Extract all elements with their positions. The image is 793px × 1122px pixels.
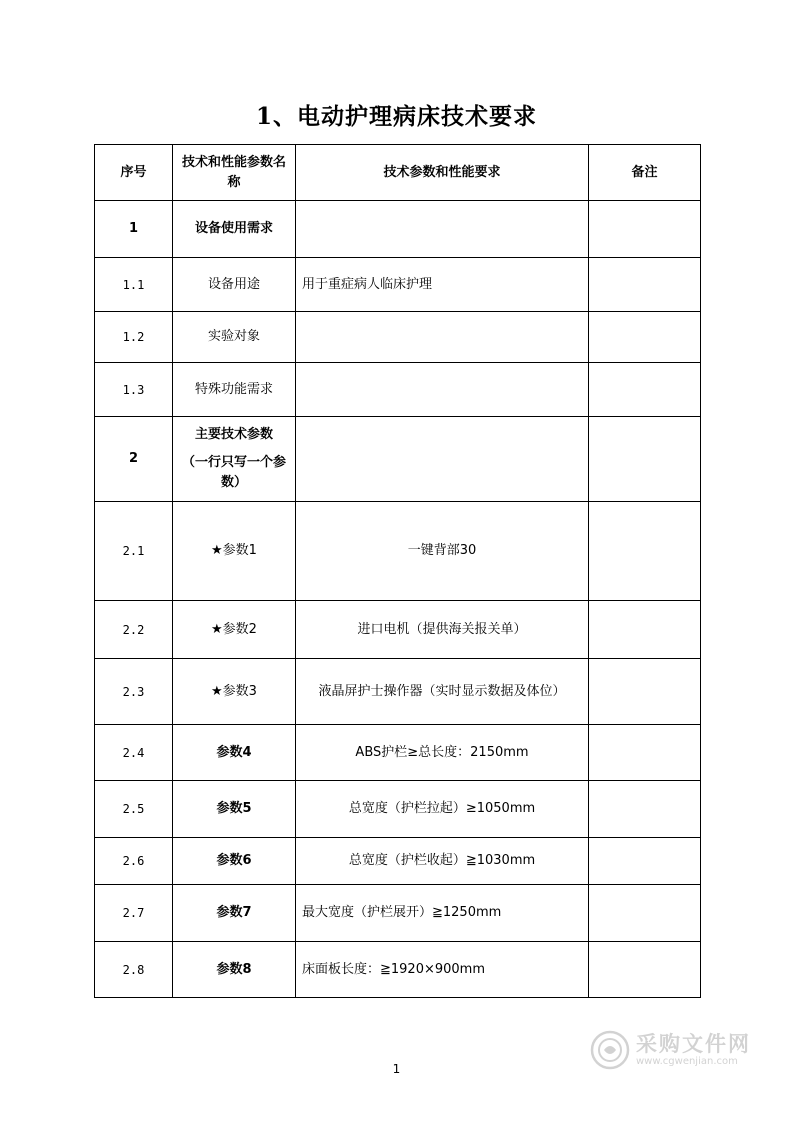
row-requirement xyxy=(296,417,589,502)
row-no: 2.2 xyxy=(95,601,173,659)
page-number: 1 xyxy=(392,1062,401,1076)
table-row xyxy=(95,502,701,601)
row-no: 1.3 xyxy=(95,363,173,417)
row-no: 2.4 xyxy=(95,725,173,781)
header-note: 备注 xyxy=(589,145,701,201)
table-row xyxy=(95,781,701,838)
row-no: 2.1 xyxy=(95,502,173,601)
row-requirement xyxy=(296,201,589,258)
row-requirement: 总宽度（护栏收起）≧1030mm xyxy=(296,838,589,885)
spec-table xyxy=(94,144,701,998)
table-row xyxy=(95,312,701,363)
watermark-url: www.cgwenjian.com xyxy=(636,1056,738,1067)
row-no: 2.5 xyxy=(95,781,173,838)
table-row xyxy=(95,601,701,659)
row-note xyxy=(589,838,701,885)
table-row xyxy=(95,885,701,942)
header-row xyxy=(95,145,701,201)
table-row xyxy=(95,942,701,998)
row-note xyxy=(589,312,701,363)
row-no: 2.3 xyxy=(95,659,173,725)
row-requirement xyxy=(296,363,589,417)
row-note xyxy=(589,725,701,781)
watermark-name: 采购文件网 xyxy=(636,1032,751,1056)
row-requirement: 总宽度（护栏拉起）≥1050mm xyxy=(296,781,589,838)
row-name: ★参数2 xyxy=(173,601,296,659)
row-note xyxy=(589,601,701,659)
page-title: 1、电动护理病床技术要求 xyxy=(255,103,537,130)
header-no: 序号 xyxy=(95,145,173,201)
row-name: 特殊功能需求 xyxy=(173,363,296,417)
row-name-main: 主要技术参数 xyxy=(194,427,273,442)
row-requirement: 液晶屏护士操作器（实时显示数据及体位） xyxy=(296,659,589,725)
row-name: 参数6 xyxy=(173,838,296,885)
row-requirement xyxy=(296,312,589,363)
row-note xyxy=(589,417,701,502)
header-name: 技术和性能参数名称 xyxy=(173,145,296,201)
table-row xyxy=(95,201,701,258)
row-name: 实验对象 xyxy=(173,312,296,363)
table-row xyxy=(95,725,701,781)
row-name: 参数7 xyxy=(173,885,296,942)
row-note xyxy=(589,502,701,601)
row-no: 2.6 xyxy=(95,838,173,885)
row-requirement: 用于重症病人临床护理 xyxy=(296,258,589,312)
row-no: 2 xyxy=(95,417,173,502)
row-requirement: 最大宽度（护栏展开）≧1250mm xyxy=(296,885,589,942)
table-row xyxy=(95,363,701,417)
row-no: 1 xyxy=(95,201,173,258)
row-note xyxy=(589,781,701,838)
row-requirement: ABS护栏≥总长度：2150mm xyxy=(296,725,589,781)
row-name xyxy=(173,417,296,502)
row-note xyxy=(589,942,701,998)
row-note xyxy=(589,201,701,258)
header-requirement: 技术参数和性能要求 xyxy=(296,145,589,201)
row-name: ★参数3 xyxy=(173,659,296,725)
row-no: 1.1 xyxy=(95,258,173,312)
table-row xyxy=(95,258,701,312)
row-name-note: （一行只写一个参数） xyxy=(181,455,286,490)
row-name: 参数4 xyxy=(173,725,296,781)
row-requirement: 进口电机（提供海关报关单） xyxy=(296,601,589,659)
table-row xyxy=(95,838,701,885)
row-name: 参数8 xyxy=(173,942,296,998)
row-no: 2.8 xyxy=(95,942,173,998)
row-requirement: 床面板长度：≧1920×900mm xyxy=(296,942,589,998)
row-name: 参数5 xyxy=(173,781,296,838)
row-note xyxy=(589,363,701,417)
row-note xyxy=(589,885,701,942)
row-name: 设备用途 xyxy=(173,258,296,312)
row-note xyxy=(589,659,701,725)
table-row xyxy=(95,659,701,725)
row-note xyxy=(589,258,701,312)
row-name: ★参数1 xyxy=(173,502,296,601)
row-no: 1.2 xyxy=(95,312,173,363)
table-row xyxy=(95,417,701,502)
row-no: 2.7 xyxy=(95,885,173,942)
row-name: 设备使用需求 xyxy=(173,201,296,258)
row-requirement: 一键背部30 xyxy=(296,502,589,601)
